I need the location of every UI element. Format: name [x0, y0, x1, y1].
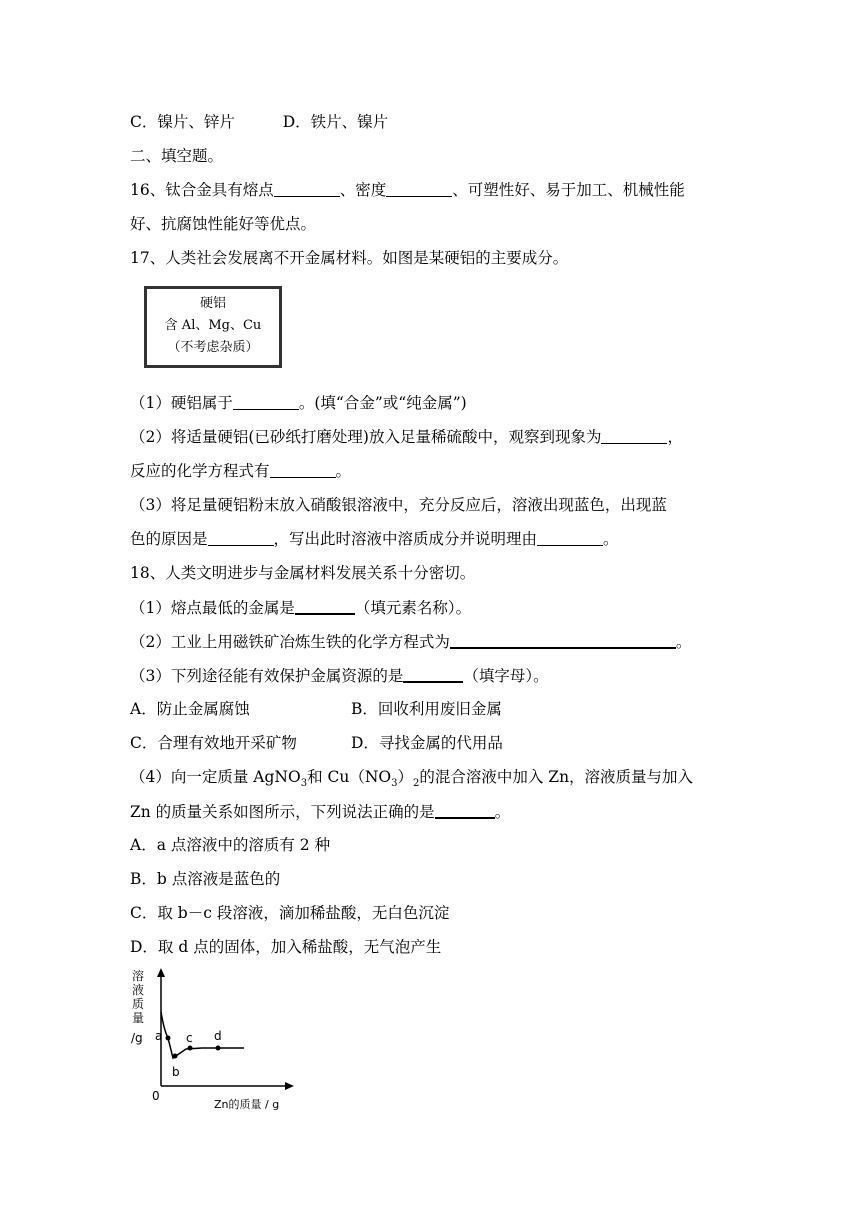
- choice-c: C．取 b－c 段溶液，滴加稀盐酸，无白色沉淀: [130, 904, 450, 922]
- blank[interactable]: [233, 393, 299, 410]
- box-note: （不考虑杂质）: [167, 340, 259, 355]
- q16-line1: 16、钛合金具有熔点 、密度 、可塑性好、易于加工、机械性能: [130, 181, 685, 199]
- q18-part2: （2）工业上用磁铁矿冶炼生铁的化学方程式为 。: [130, 633, 692, 651]
- q17-part2: （2）将适量硬铝(已砂纸打磨处理)放入足量稀硫酸中，观察到现象为 ，: [130, 428, 683, 446]
- blank[interactable]: [295, 597, 355, 615]
- origin-label: 0: [152, 1089, 160, 1103]
- section-heading: 二、填空题。: [130, 147, 224, 165]
- blank[interactable]: [403, 665, 463, 683]
- x-axis-arrow: [285, 1082, 294, 1090]
- q16-line2: 好、抗腐蚀性能好等优点。: [130, 215, 317, 233]
- q15-options: [130, 112, 388, 132]
- q17-part2-line2: 反应的化学方程式有 。: [130, 462, 352, 480]
- blank[interactable]: [601, 427, 667, 444]
- ylabel-char: 液: [132, 983, 145, 997]
- ylabel-char: 量: [132, 1011, 145, 1025]
- hard-aluminum-figure: [144, 286, 282, 368]
- blank[interactable]: [537, 529, 603, 546]
- box-content: 含 Al、Mg、Cu: [164, 318, 262, 333]
- solution-mass-graph: [128, 968, 318, 1113]
- q17-part1: （1）硬铝属于 。(填“合金”或“纯金属”): [130, 394, 467, 412]
- ylabel-char: 溶: [132, 969, 145, 983]
- choice-b: B．b 点溶液是蓝色的: [130, 870, 281, 888]
- q18-option-a: A．防止金属腐蚀: [130, 700, 250, 718]
- q18-part3: （3）下列途径能有效保护金属资源的是 （填字母）。: [130, 667, 549, 685]
- point-d: [216, 1046, 221, 1051]
- q17-part3: （3）将足量硬铝粉末放入硝酸银溶液中，充分反应后，溶液出现蓝色，出现蓝: [130, 496, 667, 514]
- ylabel-unit: /g: [131, 1031, 143, 1045]
- box-title: 硬铝: [199, 296, 226, 311]
- q18-part4-line2: Zn 的质量关系如图所示，下列说法正确的是 。: [130, 803, 511, 821]
- label-a: a: [155, 1029, 163, 1043]
- q18-option-b: B．回收利用废旧金属: [351, 700, 502, 718]
- q18-part1: （1）熔点最低的金属是 （填元素名称）。: [130, 599, 472, 617]
- blank[interactable]: [208, 529, 274, 546]
- blank[interactable]: [274, 180, 340, 197]
- xlabel: Zn的质量 / g: [214, 1098, 280, 1111]
- y-axis-arrow: [157, 968, 165, 977]
- blank[interactable]: [450, 631, 676, 649]
- q18-part4: （4）向一定质量 AgNO$_3$和 $Cu(NO_3)_2$的混合溶液中加入 Zn，溶液质量与加入: [130, 768, 694, 790]
- label-b: b: [172, 1065, 180, 1079]
- q17-stem: 17、人类社会发展离不开金属材料。如图是某硬铝的主要成分。: [130, 249, 569, 267]
- point-c: [188, 1046, 193, 1051]
- blank[interactable]: [386, 180, 452, 197]
- q18-option-d: D．寻找金属的代用品: [351, 734, 503, 752]
- label-d: d: [214, 1029, 222, 1043]
- choice-d: D．取 d 点的固体，加入稀盐酸，无气泡产生: [130, 938, 442, 956]
- q17-part3-line2: 色的原因是 ，写出此时溶液中溶质成分并说明理由 。: [130, 530, 619, 548]
- ylabel-char: 质: [132, 997, 145, 1011]
- q18-stem: 18、人类文明进步与金属材料发展关系十分密切。: [130, 564, 476, 582]
- blank[interactable]: [435, 801, 495, 819]
- point-b: [173, 1054, 178, 1059]
- point-a: [166, 1036, 171, 1041]
- q18-option-c: C．合理有效地开采矿物: [130, 734, 297, 752]
- q15-option-c: C．镍片、锌片: [130, 113, 235, 131]
- q15-option-d: D．铁片、镍片: [282, 113, 389, 131]
- curve: [161, 1012, 244, 1058]
- blank[interactable]: [270, 461, 336, 478]
- label-c: c: [186, 1031, 193, 1045]
- choice-a: A．a 点溶液中的溶质有 2 种: [130, 836, 331, 854]
